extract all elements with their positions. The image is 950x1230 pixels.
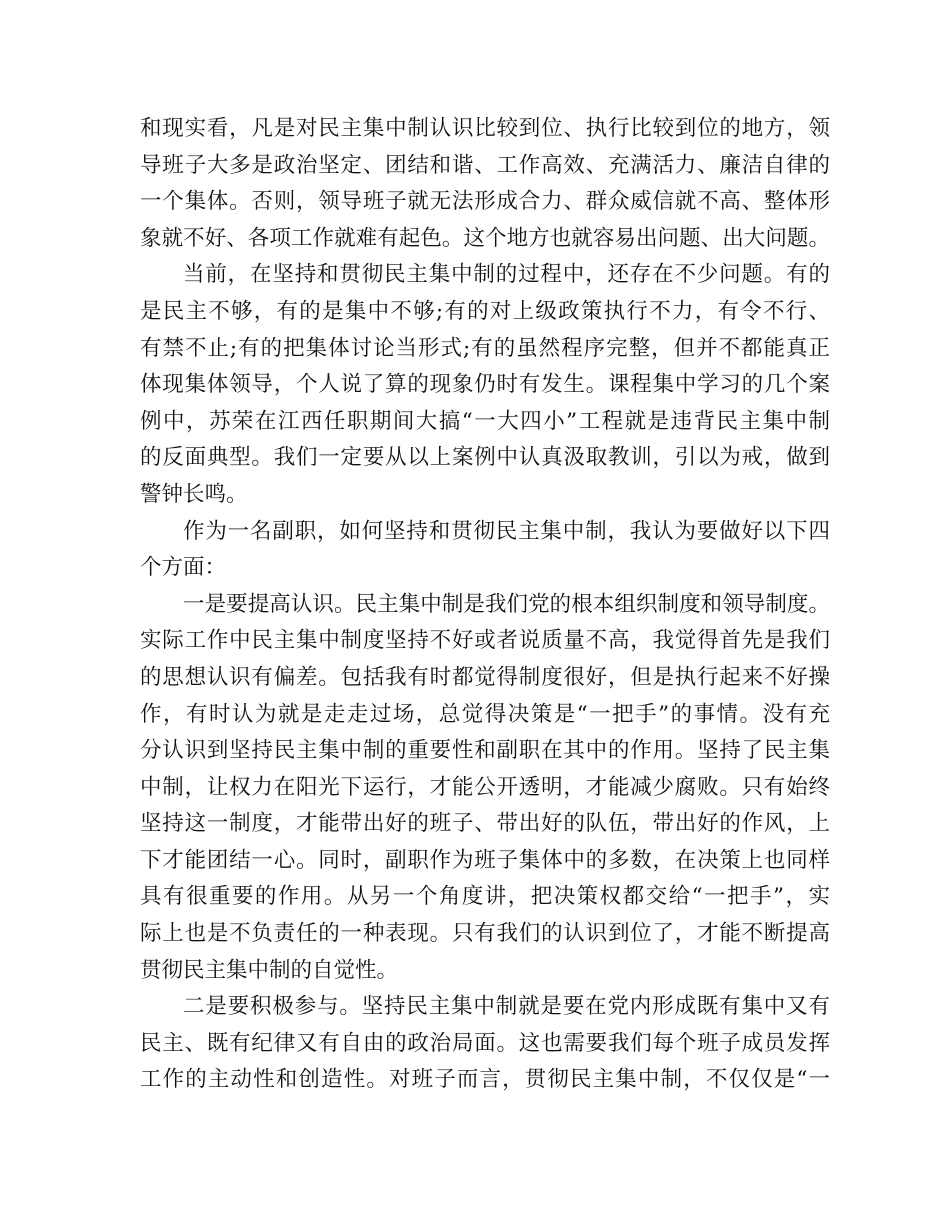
text-line: 象就不好、各项工作就难有起色。这个地方也就容易出问题、出大问题。 [140, 225, 830, 251]
text-line: 的思想认识有偏差。包括我有时都觉得制度很好，但是执行起来不好操 [140, 664, 830, 690]
text-line: 个方面： [140, 555, 227, 581]
text-line: 一是要提高认识。民主集中制是我们党的根本组织制度和领导制度。 [183, 591, 830, 617]
text-line: 贯彻民主集中制的自觉性。 [140, 957, 399, 983]
text-line: 工作的主动性和创造性。对班子而言，贯彻民主集中制，不仅仅是“一 [140, 1067, 830, 1093]
document-body [140, 111, 830, 1099]
text-line: 有禁不止;有的把集体讨论当形式;有的虽然程序完整，但并不都能真正 [140, 335, 830, 361]
text-line: 实际工作中民主集中制度坚持不好或者说质量不高，我觉得首先是我们 [140, 628, 830, 654]
text-line: 二是要积极参与。坚持民主集中制就是要在党内形成既有集中又有 [183, 994, 830, 1020]
paragraph-3 [140, 514, 830, 587]
text-line: 中制，让权力在阳光下运行，才能公开透明，才能减少腐败。只有始终 [140, 774, 830, 800]
text-line: 作，有时认为就是走走过场，总觉得决策是“一把手”的事情。没有充 [140, 701, 830, 727]
text-line: 一个集体。否则，领导班子就无法形成合力、群众威信就不高、整体形 [140, 189, 830, 215]
paragraph-2 [140, 257, 830, 513]
paragraph-4 [140, 587, 830, 990]
text-line: 分认识到坚持民主集中制的重要性和副职在其中的作用。坚持了民主集 [140, 738, 830, 764]
text-line: 警钟长鸣。 [140, 481, 248, 507]
text-line: 民主、既有纪律又有自由的政治局面。这也需要我们每个班子成员发挥 [140, 1030, 830, 1056]
text-line: 具有很重要的作用。从另一个角度讲，把决策权都交给“一把手”，实 [140, 884, 830, 910]
paragraph-5 [140, 989, 830, 1099]
text-line: 际上也是不负责任的一种表现。只有我们的认识到位了，才能不断提高 [140, 921, 830, 947]
text-line: 的反面典型。我们一定要从以上案例中认真汲取教训，引以为戒，做到 [140, 445, 830, 471]
paragraph-1 [140, 111, 830, 257]
text-line: 作为一名副职，如何坚持和贯彻民主集中制，我认为要做好以下四 [183, 518, 830, 544]
text-line: 导班子大多是政治坚定、团结和谐、工作高效、充满活力、廉洁自律的 [140, 152, 830, 178]
text-line: 是民主不够，有的是集中不够;有的对上级政策执行不力，有令不行、 [140, 298, 830, 324]
text-line: 和现实看，凡是对民主集中制认识比较到位、执行比较到位的地方，领 [140, 116, 830, 141]
text-line: 例中，苏荣在江西任职期间大搞“一大四小”工程就是违背民主集中制 [140, 408, 830, 434]
text-line: 坚持这一制度，才能带出好的班子、带出好的队伍，带出好的作风，上 [140, 811, 830, 837]
text-line: 体现集体领导，个人说了算的现象仍时有发生。课程集中学习的几个案 [140, 372, 830, 398]
text-line: 当前，在坚持和贯彻民主集中制的过程中，还存在不少问题。有的 [183, 262, 830, 288]
text-line: 下才能团结一心。同时，副职作为班子集体中的多数，在决策上也同样 [140, 847, 830, 873]
